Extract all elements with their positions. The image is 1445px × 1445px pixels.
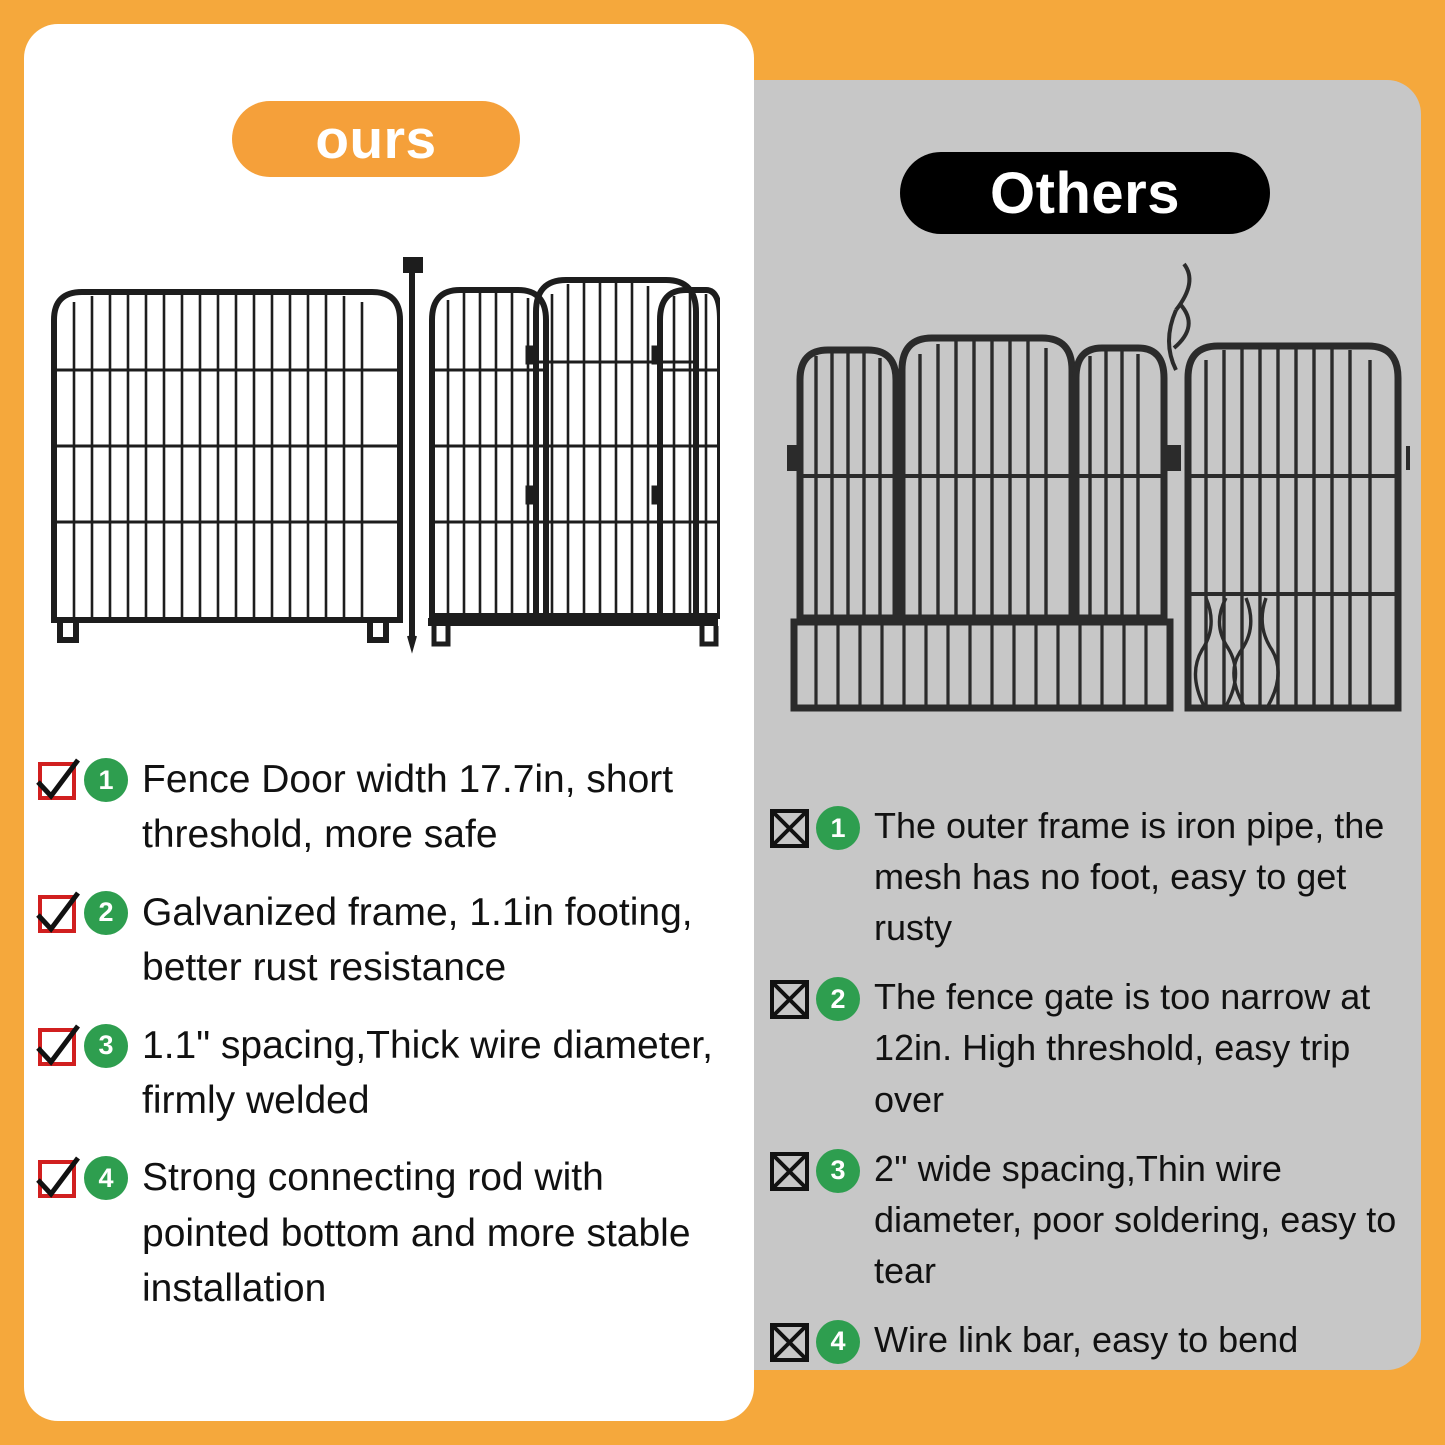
others-badge: Others bbox=[900, 152, 1270, 234]
list-item bbox=[768, 800, 1418, 953]
item-text: 2'' wide spacing,Thin wire diameter, poor soldering, easy to tear bbox=[874, 1147, 1397, 1291]
item-number: 2 bbox=[816, 977, 860, 1021]
item-number: 3 bbox=[816, 1149, 860, 1193]
checkbox-checked-icon bbox=[36, 1024, 80, 1068]
list-item bbox=[768, 1314, 1418, 1365]
list-item bbox=[768, 971, 1418, 1124]
item-text: The outer frame is iron pipe, the mesh has no foot, easy to get rusty bbox=[874, 805, 1385, 949]
ours-feature-list bbox=[36, 752, 736, 1338]
item-text: Strong connecting rod with pointed bottom and more stable installation bbox=[142, 1156, 691, 1310]
item-number: 4 bbox=[816, 1320, 860, 1364]
others-product-image bbox=[780, 250, 1410, 740]
list-item bbox=[36, 1150, 736, 1316]
item-number: 1 bbox=[84, 758, 128, 802]
item-text: The fence gate is too narrow at 12in. High threshold, easy trip over bbox=[874, 976, 1371, 1120]
checkbox-crossed-icon bbox=[768, 1320, 812, 1364]
item-text: Galvanized frame, 1.1in footing, better rust resistance bbox=[142, 890, 693, 990]
checkbox-checked-icon bbox=[36, 891, 80, 935]
checkbox-crossed-icon bbox=[768, 806, 812, 850]
checkbox-checked-icon bbox=[36, 758, 80, 802]
checkbox-crossed-icon bbox=[768, 1149, 812, 1193]
list-item bbox=[36, 752, 736, 863]
list-item bbox=[768, 1143, 1418, 1296]
item-number: 4 bbox=[84, 1156, 128, 1200]
item-text: Fence Door width 17.7in, short threshold, more safe bbox=[142, 758, 674, 857]
item-text: 1.1" spacing,Thick wire diameter, firmly welded bbox=[142, 1023, 713, 1122]
list-item bbox=[36, 885, 736, 996]
item-text: Wire link bar, easy to bend bbox=[874, 1318, 1299, 1360]
item-number: 3 bbox=[84, 1024, 128, 1068]
item-number: 2 bbox=[84, 891, 128, 935]
list-item bbox=[36, 1018, 736, 1129]
ours-product-image bbox=[40, 250, 720, 670]
checkbox-crossed-icon bbox=[768, 977, 812, 1021]
ours-badge: ours bbox=[232, 101, 520, 177]
item-number: 1 bbox=[816, 806, 860, 850]
checkbox-checked-icon bbox=[36, 1156, 80, 1200]
others-feature-list bbox=[768, 800, 1418, 1383]
